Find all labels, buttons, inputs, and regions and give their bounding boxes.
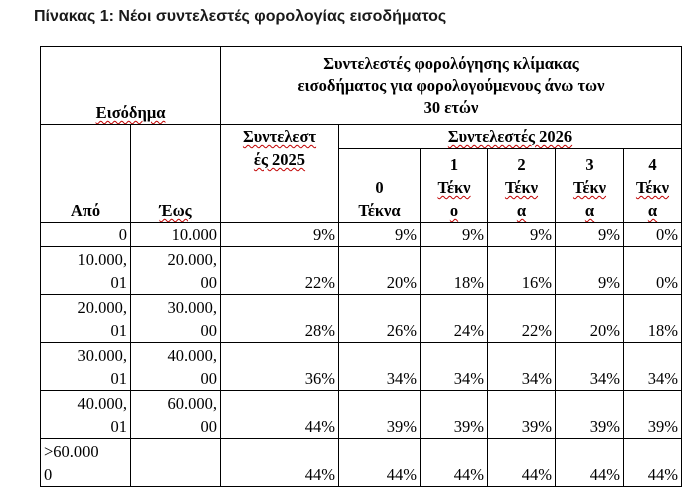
tax-rates-table [40, 46, 682, 487]
cell-rate-2025: 44% [221, 439, 339, 487]
kids-2-number: 2 [517, 155, 526, 174]
table-row [41, 247, 682, 295]
kids-4-header [624, 149, 682, 223]
table-row [41, 439, 682, 487]
cell-kids-3: 9% [556, 247, 624, 295]
cell-from-line2: 01 [110, 369, 127, 388]
kids-2-header [488, 149, 556, 223]
kids-4-number: 4 [648, 155, 657, 174]
cell-from-line1: 20.000, [77, 298, 127, 317]
income-header [41, 47, 221, 125]
kids-1-header [421, 149, 488, 223]
kids-4-word: Τέκν [635, 178, 670, 197]
cell-rate-2025: 22% [221, 247, 339, 295]
group-title-line2: εισοδήματος για φορολογούμενους άνω των [297, 75, 605, 95]
cell-kids-2: 34% [488, 343, 556, 391]
table-row [41, 295, 682, 343]
rates-2026-header [339, 125, 682, 149]
cell-kids-1: 24% [421, 295, 488, 343]
from-header [41, 125, 131, 223]
cell-from [41, 343, 131, 391]
cell-kids-1: 18% [421, 247, 488, 295]
cell-kids-1: 34% [421, 343, 488, 391]
cell-kids-2: 44% [488, 439, 556, 487]
kids-1-word: Τέκν [437, 178, 471, 197]
rate-2025-header [221, 125, 339, 223]
cell-to-text: 10.000 [171, 225, 217, 244]
cell-to [131, 247, 221, 295]
kids-2-suffix: α [516, 201, 527, 220]
cell-from [41, 247, 131, 295]
cell-from-text: 0 [118, 225, 127, 244]
cell-from-line1: 30.000, [77, 346, 127, 365]
cell-kids-3: 9% [556, 223, 624, 247]
group-title-line3: 30 ετών [423, 97, 479, 117]
kids-0-word: Τέκνα [358, 201, 401, 220]
cell-from [41, 439, 131, 487]
table-caption: Πίνακας 1: Νέοι συντελεστές φορολογίας εισοδήματος [34, 8, 447, 25]
cell-to-line1: 30.000, [167, 298, 217, 317]
cell-to [131, 391, 221, 439]
cell-from-line1: 40.000, [77, 394, 127, 413]
cell-kids-1: 39% [421, 391, 488, 439]
cell-to-line1 [134, 440, 217, 463]
cell-kids-3: 39% [556, 391, 624, 439]
kids-3-number: 3 [585, 155, 594, 174]
table-row [41, 343, 682, 391]
cell-kids-4: 18% [624, 295, 682, 343]
income-header-label: Εισόδημα [95, 103, 166, 122]
cell-from-line2: 01 [110, 417, 127, 436]
cell-to [131, 295, 221, 343]
cell-kids-4: 39% [624, 391, 682, 439]
header-row-1 [41, 47, 682, 125]
kids-0-header [339, 149, 421, 223]
kids-1-number: 1 [449, 155, 459, 174]
cell-from-line2: 01 [110, 273, 127, 292]
cell-from-line1: 10.000, [77, 250, 127, 269]
cell-kids-0: 44% [339, 439, 421, 487]
rate-2025-line2: ές 2025 [253, 150, 306, 169]
cell-kids-3: 20% [556, 295, 624, 343]
to-header [131, 125, 221, 223]
kids-0-number: 0 [375, 178, 384, 197]
cell-kids-4: 44% [624, 439, 682, 487]
cell-kids-0: 39% [339, 391, 421, 439]
kids-3-word: Τέκν [572, 178, 607, 197]
cell-to-line2: 00 [200, 369, 217, 388]
kids-3-header [556, 149, 624, 223]
cell-kids-2: 16% [488, 247, 556, 295]
cell-to-line2: 00 [200, 273, 217, 292]
cell-kids-1: 44% [421, 439, 488, 487]
cell-to-line1: 60.000, [167, 394, 217, 413]
cell-kids-3: 34% [556, 343, 624, 391]
cell-to-line1: 20.000, [167, 250, 217, 269]
cell-kids-4: 0% [624, 247, 682, 295]
cell-kids-0: 9% [339, 223, 421, 247]
cell-kids-0: 34% [339, 343, 421, 391]
cell-rate-2025: 44% [221, 391, 339, 439]
cell-to [131, 439, 221, 487]
cell-to-line2: 00 [200, 321, 217, 340]
group-title-header [221, 47, 682, 125]
kids-2-word: Τέκν [504, 178, 539, 197]
cell-kids-2: 39% [488, 391, 556, 439]
cell-to-line2 [134, 463, 217, 486]
cell-from [41, 391, 131, 439]
cell-kids-2: 9% [488, 223, 556, 247]
cell-from-line1: >60.000 [44, 442, 99, 461]
cell-kids-2: 22% [488, 295, 556, 343]
kids-3-suffix: α [584, 201, 595, 220]
cell-to [131, 223, 221, 247]
cell-kids-3: 44% [556, 439, 624, 487]
cell-to-line1: 40.000, [167, 346, 217, 365]
kids-4-suffix: α [647, 201, 658, 220]
header-row-2 [41, 125, 682, 149]
cell-to-line2: 00 [200, 417, 217, 436]
cell-kids-4: 34% [624, 343, 682, 391]
rate-2025-line1: Συντελεστ [242, 127, 317, 146]
cell-rate-2025: 9% [221, 223, 339, 247]
cell-kids-4: 0% [624, 223, 682, 247]
cell-from-line2: 0 [44, 465, 53, 484]
table-row [41, 391, 682, 439]
cell-from [41, 223, 131, 247]
kids-1-suffix: ο [449, 201, 459, 220]
cell-kids-1: 9% [421, 223, 488, 247]
to-header-label: Έως [159, 201, 192, 220]
table-row [41, 223, 682, 247]
cell-rate-2025: 36% [221, 343, 339, 391]
cell-from [41, 295, 131, 343]
cell-to [131, 343, 221, 391]
cell-kids-0: 26% [339, 295, 421, 343]
cell-kids-0: 20% [339, 247, 421, 295]
cell-from-line2: 01 [110, 321, 127, 340]
group-title-line1: Συντελεστές φορολόγησης κλίμακας [323, 53, 579, 73]
from-header-label: Από [70, 201, 101, 220]
cell-rate-2025: 28% [221, 295, 339, 343]
rates-2026-label: Συντελεστές 2026 [447, 127, 573, 146]
